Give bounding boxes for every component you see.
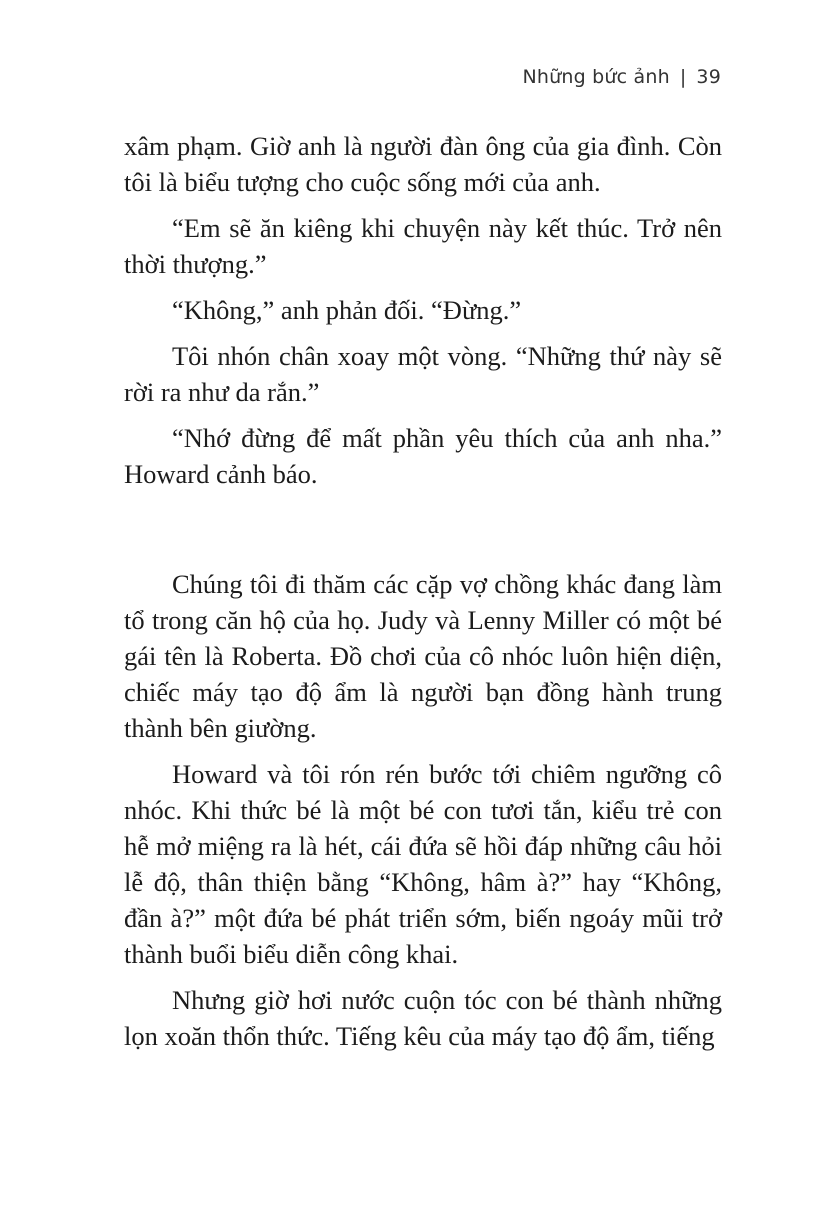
paragraph: Nhưng giờ hơi nước cuộn tóc con bé thành những lọn xoăn thổn thức. Tiếng kêu của máy tạo độ ẩm, tiếng: [124, 985, 722, 1051]
paragraph: xâm phạm. Giờ anh là người đàn ông của gia đình. Còn tôi là biểu tượng cho cuộc sống mới của anh.: [124, 131, 722, 197]
paragraph: Howard và tôi rón rén bước tới chiêm ngưỡng cô nhóc. Khi thức bé là một bé con tươi tắn, kiểu trẻ con hễ mở miệng ra là hét, cái đứa sẽ hồi đáp những câu hỏi lễ độ, thân thiện bằng “Không, hâm à?” hay “Không, đần à?” một đứa bé phát triển sớm, biến ngoáy mũi trở thành buổi biểu diễn công khai.: [124, 759, 722, 969]
paragraph: “Em sẽ ăn kiêng khi chuyện này kết thúc. Trở nên thời thượng.”: [124, 213, 722, 279]
header-separator: |: [679, 66, 687, 88]
paragraph: “Không,” anh phản đối. “Đừng.”: [172, 295, 522, 325]
running-header: [522, 66, 721, 88]
page-number: 39: [696, 66, 721, 88]
paragraph: “Nhớ đừng để mất phần yêu thích của anh nha.” Howard cảnh báo.: [124, 423, 722, 489]
body-text-section-2: [124, 566, 722, 1064]
body-text-section-1: [124, 128, 722, 502]
paragraph: Tôi nhón chân xoay một vòng. “Những thứ này sẽ rời ra như da rắn.”: [124, 341, 722, 407]
paragraph: Chúng tôi đi thăm các cặp vợ chồng khác đang làm tổ trong căn hộ của họ. Judy và Lenny Miller có một bé gái tên là Roberta. Đồ chơi của cô nhóc luôn hiện diện, chiếc máy tạo độ ẩm là người bạn đồng hành trung thành bên giường.: [124, 569, 722, 743]
chapter-title: Những bức ảnh: [522, 66, 670, 88]
